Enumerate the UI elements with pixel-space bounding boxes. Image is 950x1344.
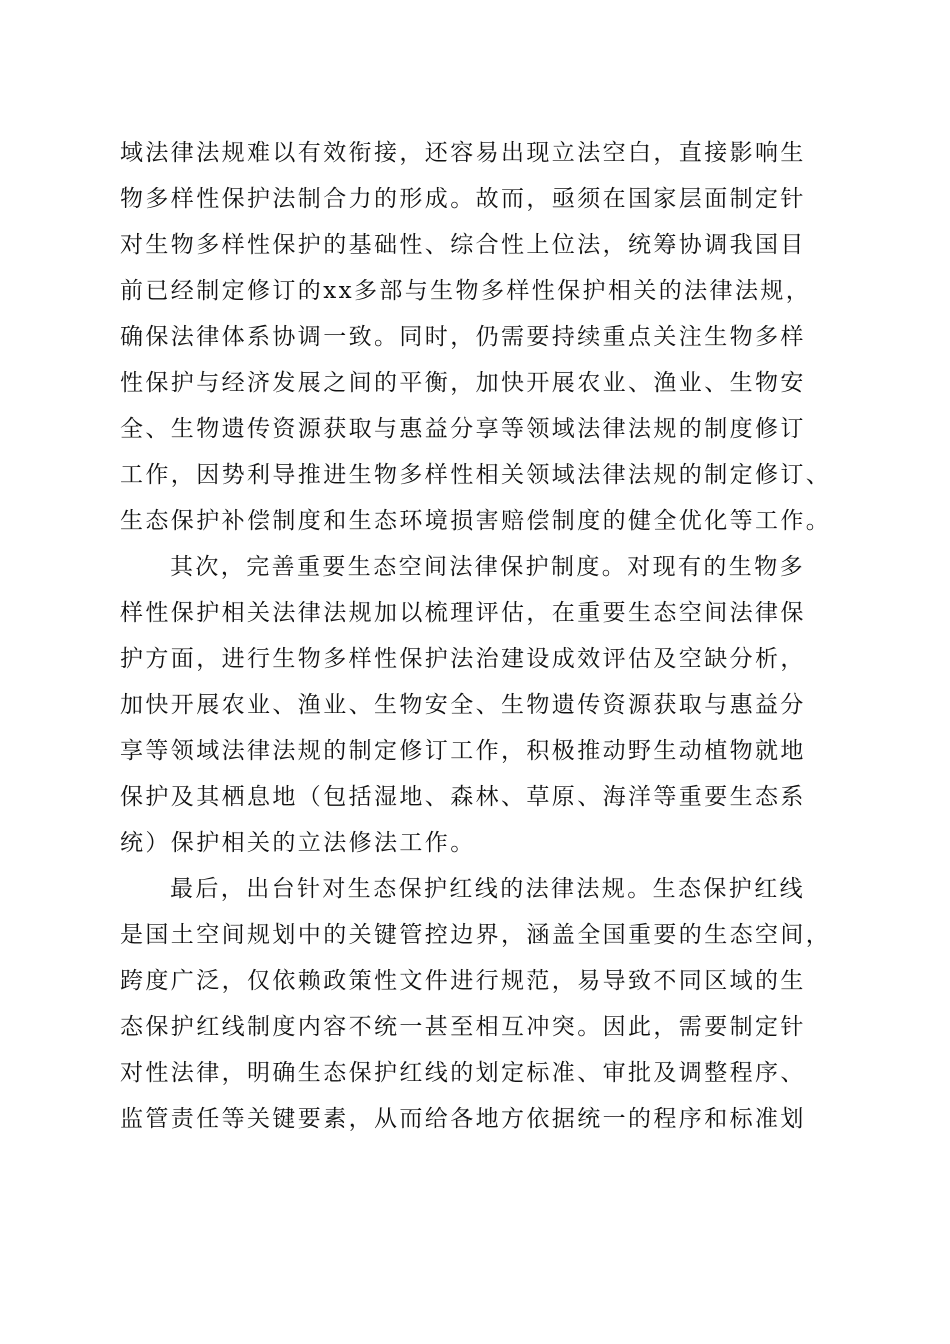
text-line: 性保护与经济发展之间的平衡，加快开展农业、渔业、生物安 [120,370,806,396]
text-line: 是国土空间规划中的关键管控边界，涵盖全国重要的生态空间， [120,922,832,948]
text-line: 统）保护相关的立法修法工作。 [120,830,476,856]
text-line: 加快开展农业、渔业、生物安全、生物遗传资源获取与惠益分 [120,692,806,718]
text-line: 前已经制定修订的xx多部与生物多样性保护相关的法律法规， [120,278,812,304]
text-line: 域法律法规难以有效衔接，还容易出现立法空白，直接影响生 [120,140,806,166]
text-line: 享等领域法律法规的制定修订工作，积极推动野生动植物就地 [120,738,806,764]
text-line: 对生物多样性保护的基础性、综合性上位法，统筹协调我国目 [120,232,806,258]
paragraph-first-line: 最后，出台针对生态保护红线的法律法规。生态保护红线 [170,876,805,902]
text-line: 确保法律体系协调一致。同时，仍需要持续重点关注生物多样 [120,324,806,350]
text-line: 监管责任等关键要素，从而给各地方依据统一的程序和标准划 [120,1106,806,1132]
text-line: 生态保护补偿制度和生态环境损害赔偿制度的健全优化等工作。 [120,508,832,534]
text-line: 对性法律，明确生态保护红线的划定标准、审批及调整程序、 [120,1060,806,1086]
text-line: 保护及其栖息地（包括湿地、森林、草原、海洋等重要生态系 [120,784,806,810]
text-line: 护方面，进行生物多样性保护法治建设成效评估及空缺分析， [120,646,806,672]
paragraph-first-line: 其次，完善重要生态空间法律保护制度。对现有的生物多 [170,554,805,580]
text-line: 全、生物遗传资源获取与惠益分享等领域法律法规的制度修订 [120,416,806,442]
text-line: 态保护红线制度内容不统一甚至相互冲突。因此，需要制定针 [120,1014,806,1040]
text-line: 跨度广泛，仅依赖政策性文件进行规范，易导致不同区域的生 [120,968,806,994]
text-line: 工作，因势利导推进生物多样性相关领域法律法规的制定修订、 [120,462,832,488]
text-line: 样性保护相关法律法规加以梳理评估，在重要生态空间法律保 [120,600,806,626]
text-line: 物多样性保护法制合力的形成。故而，亟须在国家层面制定针 [120,186,806,212]
